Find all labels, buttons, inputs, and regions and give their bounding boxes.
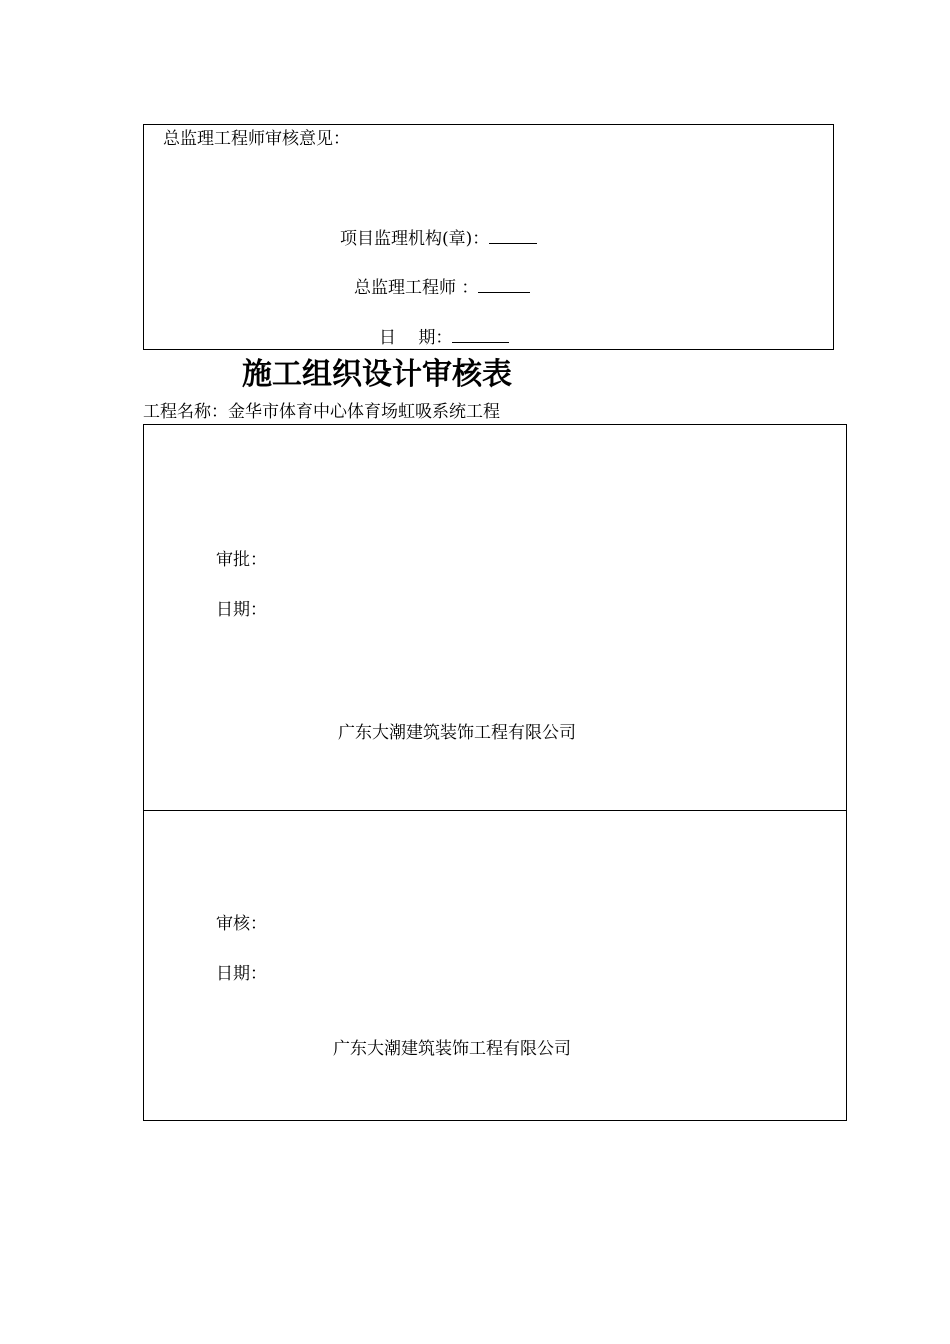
approval-table bbox=[143, 424, 847, 1121]
review-date-label: 日 期： bbox=[379, 328, 453, 348]
approve-date-label: 日期： bbox=[216, 600, 267, 620]
supervision-org-blank[interactable] bbox=[489, 229, 537, 244]
project-name-line: 工程名称：金华市体育中心体育场虹吸系统工程 bbox=[143, 402, 500, 422]
supervision-org-field bbox=[340, 229, 537, 249]
chief-supervisor-blank[interactable] bbox=[478, 278, 530, 293]
section-divider bbox=[143, 810, 847, 811]
review-date-blank[interactable] bbox=[452, 328, 509, 343]
audit-company-name: 广东大潮建筑装饰工程有限公司 bbox=[333, 1039, 571, 1059]
audit-date-label: 日期： bbox=[216, 964, 267, 984]
approve-label: 审批： bbox=[216, 550, 267, 570]
approval-company-name: 广东大潮建筑装饰工程有限公司 bbox=[338, 723, 576, 743]
review-heading: 总监理工程师审核意见： bbox=[163, 129, 350, 149]
audit-label: 审核： bbox=[216, 914, 267, 934]
review-date-field bbox=[379, 328, 509, 348]
form-title: 施工组织设计审核表 bbox=[242, 357, 512, 392]
chief-supervisor-label: 总监理工程师 ： bbox=[354, 278, 479, 298]
supervision-org-label: 项目监理机构(章)： bbox=[340, 229, 490, 249]
chief-supervisor-field bbox=[354, 278, 530, 298]
